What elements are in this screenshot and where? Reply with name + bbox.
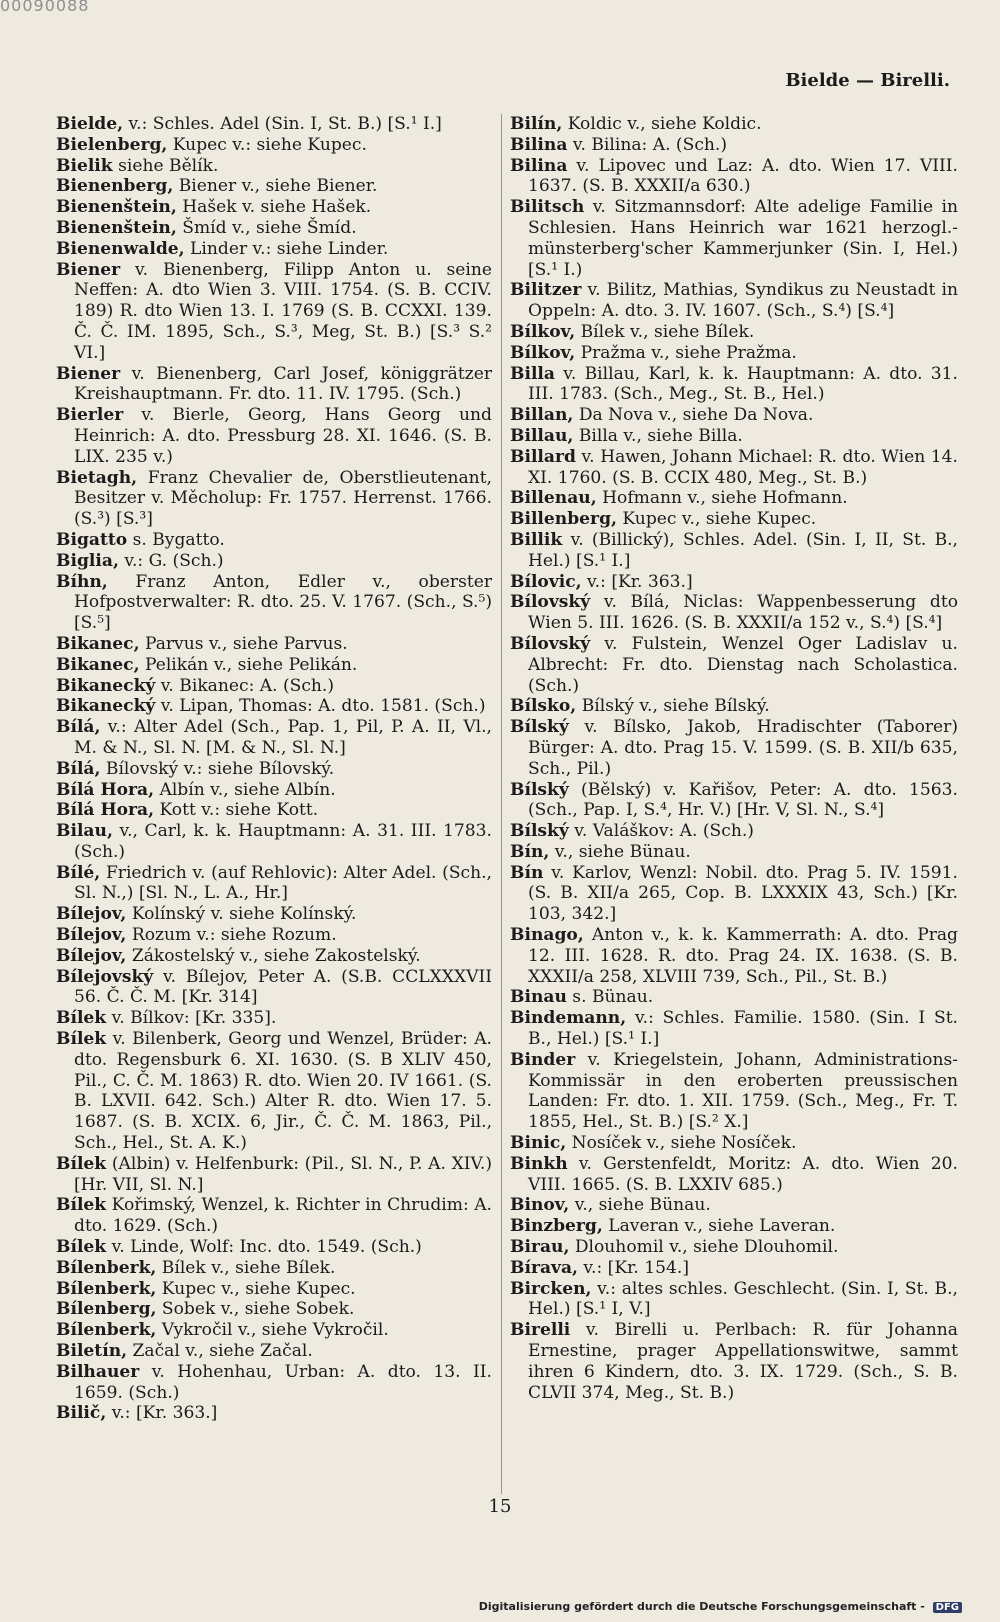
entry-text: v. Gerstenfeldt, Moritz: A. dto. Wien 20. VIII. 1665. (S. B. LXXIV 685.) <box>528 1153 964 1195</box>
entry-headword: Bilau, <box>56 821 113 842</box>
entry-headword: Bielenberg, <box>56 134 168 155</box>
entry <box>56 1403 492 1424</box>
running-head: Bielde — Birelli. <box>785 70 950 91</box>
entry-text: v. Bikanec: A. (Sch.) <box>155 675 335 696</box>
entry-text: v.: Schles. Adel (Sin. I, St. B.) [S.¹ I.] <box>123 114 442 134</box>
entry <box>56 467 498 530</box>
entry-text: Biener v., siehe Biener. <box>173 176 378 197</box>
entry <box>510 529 964 572</box>
entry-text: v. Hohenhau, Urban: A. dto. 13. II. 1659. (Sch.) <box>74 1361 498 1403</box>
entry-headword: Birau, <box>510 1237 570 1258</box>
entry-text: Kott v.: siehe Kott. <box>154 800 319 821</box>
entry <box>56 634 492 655</box>
entry-text: Parvus v., siehe Parvus. <box>139 633 348 654</box>
entry-text: v. Bilina: A. (Sch.) <box>567 134 727 155</box>
entry-text: v. Bierle, Georg, Hans Georg und Heinrich: A. dto. Pressburg 28. XI. 1646. (S. B. LIX. 235 v.) <box>74 405 498 467</box>
entry-headword: Bilitsch <box>510 197 585 218</box>
left-column <box>56 114 498 1424</box>
entry-text: Billa v., siehe Billa. <box>573 425 743 446</box>
entry-headword: Bielde, <box>56 114 124 134</box>
entry <box>510 1133 958 1154</box>
entry-text: v.: altes schles. Geschlecht. (Sin. I, St. B., Hel.) [S.¹ I, V.] <box>528 1278 964 1320</box>
entry-text: Linder v.: siehe Linder. <box>184 238 389 259</box>
entry <box>56 239 492 260</box>
entry-text: Albín v., siehe Albín. <box>154 779 336 800</box>
entry <box>56 780 492 801</box>
entry <box>510 1320 964 1403</box>
entry <box>510 343 958 364</box>
entry-headword: Bílejovský <box>56 966 154 987</box>
entry-text: v. Fulstein, Wenzel Oger Ladislav u. Albrecht: Fr. dto. Dienstag nach Scholastica. (Sch.) <box>528 633 964 696</box>
entry <box>510 197 964 280</box>
entry <box>56 135 492 156</box>
entry-headword: Bilič, <box>56 1403 107 1424</box>
entry <box>56 759 492 780</box>
entry <box>510 1258 958 1279</box>
entry <box>56 1279 492 1300</box>
entry-text: Vykročil v., siehe Vykročil. <box>156 1320 389 1341</box>
entry <box>56 1008 492 1029</box>
entry-text: Začal v., siehe Začal. <box>127 1341 313 1362</box>
entry <box>510 280 964 322</box>
entry-text: v. Valáškov: A. (Sch.) <box>568 821 754 842</box>
entry-headword: Bílek <box>56 1008 107 1029</box>
entry-headword: Bigatto <box>56 529 128 550</box>
entry-text: v. Hawen, Johann Michael: R. dto. Wien 14. XI. 1760. (S. B. CCIX 480, Meg., St. B.) <box>528 446 964 488</box>
entry <box>56 1195 498 1237</box>
entry-text: Kupec v., siehe Kupec. <box>156 1278 356 1299</box>
entry <box>510 717 964 779</box>
entry-text: v. Sitzmannsdorf: Alte adelige Familie in Schlesien. Hans Heinrich war 1621 herzogl.-münsterberg'scher Kammerjunker (Sin. I, Hel.) [S.¹ I.) <box>528 197 964 280</box>
entry <box>510 114 958 135</box>
entry-headword: Bílenberk, <box>56 1320 157 1341</box>
entry-text: v. Bílejov, Peter A. (S.B. CCLXXXVII 56. Č. Č. M. [Kr. 314] <box>74 966 498 1008</box>
entry <box>510 1216 958 1237</box>
entry-headword: Bílek <box>56 1029 107 1050</box>
entry-text: v. Bienenberg, Filipp Anton u. seine Neffen: A. dto Wien 3. VIII. 1754. (S. B. CCIV. 189) R. dto Wien 13. I. 1769 (S. B. CCXXI. 139. Č. Č. IM. 1895, Sch., S.³, Meg, St. B.) [S.³ S.² VI.] <box>74 259 498 363</box>
entry-text: Franz Chevalier de, Oberstlieutenant, Besitzer v. Měcholup: Fr. 1757. Herrenst. 1766. (S.³) [S.³] <box>74 467 498 530</box>
entry <box>510 1049 964 1133</box>
entry <box>510 363 964 406</box>
entry-headword: Bílenberk, <box>56 1257 157 1278</box>
entry-text: v.: Alter Adel (Sch., Pap. 1, Pil, P. A. II, Vl., M. & N., Sl. N. [M. & N., Sl. N.] <box>74 717 498 758</box>
entry <box>56 259 498 364</box>
entry-headword: Bierler <box>56 405 124 426</box>
entry-text: Hofmann v., siehe Hofmann. <box>596 488 848 509</box>
entry <box>56 363 498 406</box>
entry-text: Nosíček v., siehe Nosíček. <box>566 1133 797 1154</box>
entry-headword: Bienenštein, <box>56 217 177 238</box>
entry-headword: Bilitzer <box>510 280 582 301</box>
scan-id-mark: 00090088 <box>0 0 90 15</box>
entry-headword: Billenberg, <box>510 509 617 530</box>
entry-headword: Binov, <box>510 1195 570 1216</box>
entry <box>56 405 498 467</box>
entry-headword: Bílský <box>510 779 569 800</box>
entry-headword: Bircken, <box>510 1278 592 1299</box>
entry-text: v. Linde, Wolf: Inc. dto. 1549. (Sch.) <box>106 1237 422 1258</box>
entry-headword: Bílejov, <box>56 925 127 946</box>
entry-text: v.: [Kr. 363.] <box>581 571 693 592</box>
entry-text: v. Kriegelstein, Johann, Administrations-Kommissär in den eroberten preussischen Landen: Fr. dto. 1. XII. 1759. (Sch., Meg., Fr. T. 1855, Hel., St. B.) [S.² X.] <box>528 1049 964 1133</box>
entry-headword: Bíhn, <box>56 571 108 592</box>
entry <box>510 1153 964 1196</box>
entry-text: Bílský v., siehe Bílský. <box>576 696 770 717</box>
entry-headword: Bílovic, <box>510 571 582 592</box>
entry <box>56 862 498 905</box>
entry-text: Pelikán v., siehe Pelikán. <box>139 654 358 675</box>
entry <box>56 114 492 135</box>
entry-text: v., siehe Bünau. <box>549 841 691 862</box>
entry-text: v. Bilitz, Mathias, Syndikus zu Neustadt in Oppeln: A. dto. 3. IV. 1607. (Sch., S.⁴) [S.⁴] <box>528 280 964 322</box>
entry-headword: Bielik <box>56 155 113 176</box>
entry-headword: Binago, <box>510 925 584 946</box>
entry <box>510 862 964 925</box>
entry-text: Zákostelský v., siehe Zakostelský. <box>126 945 421 966</box>
entry <box>56 1299 492 1320</box>
entry <box>510 987 958 1008</box>
entry-text: Koldic v., siehe Koldic. <box>562 114 762 134</box>
entry-headword: Biletín, <box>56 1341 128 1362</box>
entry-headword: Bírava, <box>510 1257 578 1278</box>
entry-headword: Bikanecký <box>56 696 156 717</box>
entry-text: Friedrich v. (auf Rehlovic): Alter Adel. (Sch., Sl. N.,) [Sl. N., L. A., Hr.] <box>74 862 498 904</box>
entry-headword: Billa <box>510 363 556 384</box>
entry <box>56 197 492 218</box>
entry-text: Pražma v., siehe Pražma. <box>575 342 797 363</box>
entry-text: v.: [Kr. 154.] <box>577 1257 690 1278</box>
entry-text: v.: G. (Sch.) <box>118 550 224 571</box>
entry-text: Dlouhomil v., siehe Dlouhomil. <box>569 1237 839 1258</box>
entry-headword: Bílovský <box>510 592 591 613</box>
entry <box>510 322 958 343</box>
entry-headword: Bílenberg, <box>56 1299 157 1320</box>
entry-headword: Bindemann, <box>510 1008 627 1029</box>
entry-text: v.: Schles. Familie. 1580. (Sin. I St. B., Hel.) [S.¹ I.] <box>528 1008 964 1050</box>
entry-headword: Bílejov, <box>56 945 127 966</box>
entry-text: siehe Bělík. <box>112 155 219 176</box>
entry-text: v. Bílkov: [Kr. 335]. <box>106 1008 277 1029</box>
entry <box>56 946 492 967</box>
entry-text: Kupec v., siehe Kupec. <box>616 509 817 530</box>
entry <box>56 1029 498 1154</box>
entry <box>510 1278 964 1321</box>
entry-text: Kupec v.: siehe Kupec. <box>167 134 367 155</box>
entry-headword: Billau, <box>510 425 574 446</box>
entry-text: s. Bünau. <box>566 987 654 1008</box>
entry-text: v. Karlov, Wenzl: Nobil. dto. Prag 5. IV. 1591. (S. B. XII/a 265, Cop. B. LXXXIX 43, Sch.) [Kr. 103, 342.] <box>528 862 964 925</box>
entry-headword: Binkh <box>510 1153 568 1174</box>
entry-headword: Bílsko, <box>510 696 577 717</box>
entry-text: Kolínský v. siehe Kolínský. <box>126 904 357 925</box>
entry-headword: Bílá, <box>56 717 101 738</box>
entry <box>56 551 492 572</box>
entry-headword: Bílá Hora, <box>56 779 155 800</box>
entry-headword: Bienenwalde, <box>56 238 185 259</box>
entry-headword: Biglia, <box>56 550 119 571</box>
entry <box>510 1237 958 1258</box>
entry <box>56 925 492 946</box>
entry-headword: Bílé, <box>56 862 101 883</box>
entry-headword: Bílá, <box>56 758 101 779</box>
entry-text: v., siehe Bünau. <box>569 1195 711 1216</box>
entry <box>56 176 492 197</box>
entry-headword: Bikanec, <box>56 654 140 675</box>
entry-text: Rozum v.: siehe Rozum. <box>126 925 337 946</box>
entry-text: v.: [Kr. 363.] <box>106 1403 218 1424</box>
entry-text: v. Bílá, Niclas: Wappenbesserung dto Wien 5. III. 1626. (S. B. XXXII/a 152 v., S.⁴) [S.⁴] <box>528 592 964 634</box>
entry-text: Franz Anton, Edler v., oberster Hofpostverwalter: R. dto. 25. V. 1767. (Sch., S.⁵) [S.⁵] <box>74 571 498 634</box>
entry-text: v. Bílsko, Jakob, Hradischter (Taborer) Bürger: A. dto. Prag 15. V. 1599. (S. B. XII/b 635, Sch., Pil.) <box>528 717 964 779</box>
entry <box>510 426 958 447</box>
entry-headword: Binder <box>510 1049 576 1070</box>
entry-headword: Billik <box>510 529 563 550</box>
entry <box>510 1008 964 1050</box>
entry <box>510 696 958 717</box>
entry-headword: Bikanec, <box>56 633 140 654</box>
entry-text: v. Bilenberk, Georg und Wenzel, Brüder: A. dto. Regensburk 6. XI. 1630. (S. B XLIV 450, Pil., C. Č. M. 1863) R. dto. Wien 20. IV 1661. (S. B. LXVII. 642. Sch.) Alter R. dto. Wien 17. 5. 1687. (S. B. XCIX. 6, Jir., Č. Č. M. 1863, Pil., Sch., Hel., St. A. K.) <box>74 1029 498 1154</box>
entry <box>56 1341 492 1362</box>
entry-headword: Biener <box>56 259 121 280</box>
entry <box>56 717 498 759</box>
entry <box>510 633 964 696</box>
entry <box>510 925 964 987</box>
entry-text: Laveran v., siehe Laveran. <box>602 1216 836 1237</box>
entry <box>510 779 964 822</box>
entry <box>56 655 492 676</box>
entry-headword: Bílek <box>56 1195 107 1216</box>
entry <box>510 509 958 530</box>
entry <box>510 1195 958 1216</box>
entry-headword: Bietagh, <box>56 467 138 488</box>
entry-text: Bílek v., siehe Bílek. <box>156 1257 336 1278</box>
credit-text: Digitalisierung gefördert durch die Deutsche Forschungsgemeinschaft - <box>478 1600 925 1613</box>
entry-text: v. Birelli u. Perlbach: R. für Johanna Ernestine, prager Appellationswitwe, sammt ihren 6 Kindern, dto. 3. IX. 1729. (Sch., S. B. CLVII 374, Meg., St. B.) <box>528 1320 964 1403</box>
entry-text: v. Lipan, Thomas: A. dto. 1581. (Sch.) <box>155 696 486 717</box>
entry <box>56 904 492 925</box>
entry-text: Kořimský, Wenzel, k. Richter in Chrudim: A. dto. 1629. (Sch.) <box>74 1195 498 1237</box>
entry-headword: Bílek <box>56 1237 107 1258</box>
column-divider <box>501 114 502 1494</box>
entry-headword: Bílejov, <box>56 904 127 925</box>
entry <box>56 530 492 551</box>
entry-text: (Bělský) v. Kařišov, Peter: A. dto. 1563. (Sch., Pap. I, S.⁴, Hr. V.) [Hr. V, Sl. N., S.⁴] <box>528 779 964 821</box>
entry <box>510 405 958 426</box>
entry-headword: Bílek <box>56 1153 107 1174</box>
entry-text: Bílek v., siehe Bílek. <box>575 321 755 342</box>
entry <box>56 1153 498 1196</box>
entry-headword: Bienenštein, <box>56 197 177 218</box>
entry-text: Hašek v. siehe Hašek. <box>176 197 372 218</box>
entry-headword: Bilina <box>510 134 568 155</box>
entry <box>56 1237 492 1258</box>
entry-headword: Bilín, <box>510 114 563 134</box>
entry-text: v. (Billický), Schles. Adel. (Sin. I, II, St. B., Hel.) [S.¹ I.] <box>528 529 964 571</box>
entry <box>56 821 498 863</box>
dfg-logo: DFG <box>933 1602 962 1613</box>
entry <box>510 572 958 593</box>
entry-headword: Billenau, <box>510 488 597 509</box>
entry <box>510 446 964 489</box>
entry-headword: Binau <box>510 987 567 1008</box>
entry-headword: Biener <box>56 363 121 384</box>
entry-text: v. Lipovec und Laz: A. dto. Wien 17. VIII. 1637. (S. B. XXXII/a 630.) <box>528 155 964 197</box>
entry <box>56 696 492 717</box>
entry-headword: Bín, <box>510 841 550 862</box>
entry-text: Šmíd v., siehe Šmíd. <box>176 217 357 238</box>
entry <box>510 821 958 842</box>
entry-headword: Billard <box>510 446 576 467</box>
entry-text: v. Bienenberg, Carl Josef, königgrätzer Kreishauptmann. Fr. dto. 11. IV. 1795. (Sch.) <box>74 363 498 405</box>
entry <box>510 155 964 198</box>
entry <box>510 592 964 634</box>
entry-headword: Bílkov, <box>510 342 576 363</box>
entry-headword: Birelli <box>510 1320 571 1341</box>
entry-text: v., Carl, k. k. Hauptmann: A. 31. III. 1783. (Sch.) <box>74 821 498 862</box>
entry <box>56 1361 498 1404</box>
digitization-credit <box>479 1600 962 1613</box>
entry-headword: Bílovský <box>510 633 591 654</box>
entry <box>56 571 498 634</box>
entry-headword: Bílský <box>510 821 569 842</box>
entry <box>56 676 492 697</box>
entry <box>510 842 958 863</box>
entry-headword: Bílenberk, <box>56 1278 157 1299</box>
entry <box>56 1258 492 1279</box>
entry-headword: Billan, <box>510 405 574 426</box>
entry-text: v. Billau, Karl, k. k. Hauptmann: A. dto. 31. III. 1783. (Sch., Meg., St. B., Hel.) <box>528 363 964 405</box>
entry-headword: Bílský <box>510 717 569 738</box>
entry <box>56 218 492 239</box>
entry-headword: Bílá Hora, <box>56 800 155 821</box>
entry-headword: Binic, <box>510 1133 567 1154</box>
entry-headword: Bilhauer <box>56 1361 140 1382</box>
entry <box>510 488 958 509</box>
entry-text: Anton v., k. k. Kammerrath: A. dto. Prag 12. III. 1628. R. dto. Prag 24. IX. 1638. (S. B. XXXII/a 258, XLVIII 739, Sch., Pil., St. B.) <box>528 925 964 987</box>
entry-headword: Binzberg, <box>510 1216 603 1237</box>
entry-headword: Bín <box>510 862 544 883</box>
entry-headword: Bikanecký <box>56 675 156 696</box>
entry-text: s. Bygatto. <box>127 529 225 550</box>
entry-headword: Bílkov, <box>510 321 576 342</box>
entry-text: (Albin) v. Helfenburk: (Pil., Sl. N., P. A. XIV.) [Hr. VII, Sl. N.] <box>74 1153 498 1195</box>
entry-text: Sobek v., siehe Sobek. <box>156 1299 355 1320</box>
right-column <box>510 114 964 1403</box>
page-number: 15 <box>488 1496 512 1517</box>
entry-headword: Bienenberg, <box>56 176 174 197</box>
entry-text: Da Nova v., siehe Da Nova. <box>573 405 814 426</box>
entry <box>510 135 958 156</box>
entry <box>56 1320 492 1341</box>
entry-headword: Bilina <box>510 155 568 176</box>
entry-text: Bílovský v.: siehe Bílovský. <box>100 758 335 779</box>
entry <box>56 156 492 177</box>
entry <box>56 800 492 821</box>
entry <box>56 966 498 1009</box>
